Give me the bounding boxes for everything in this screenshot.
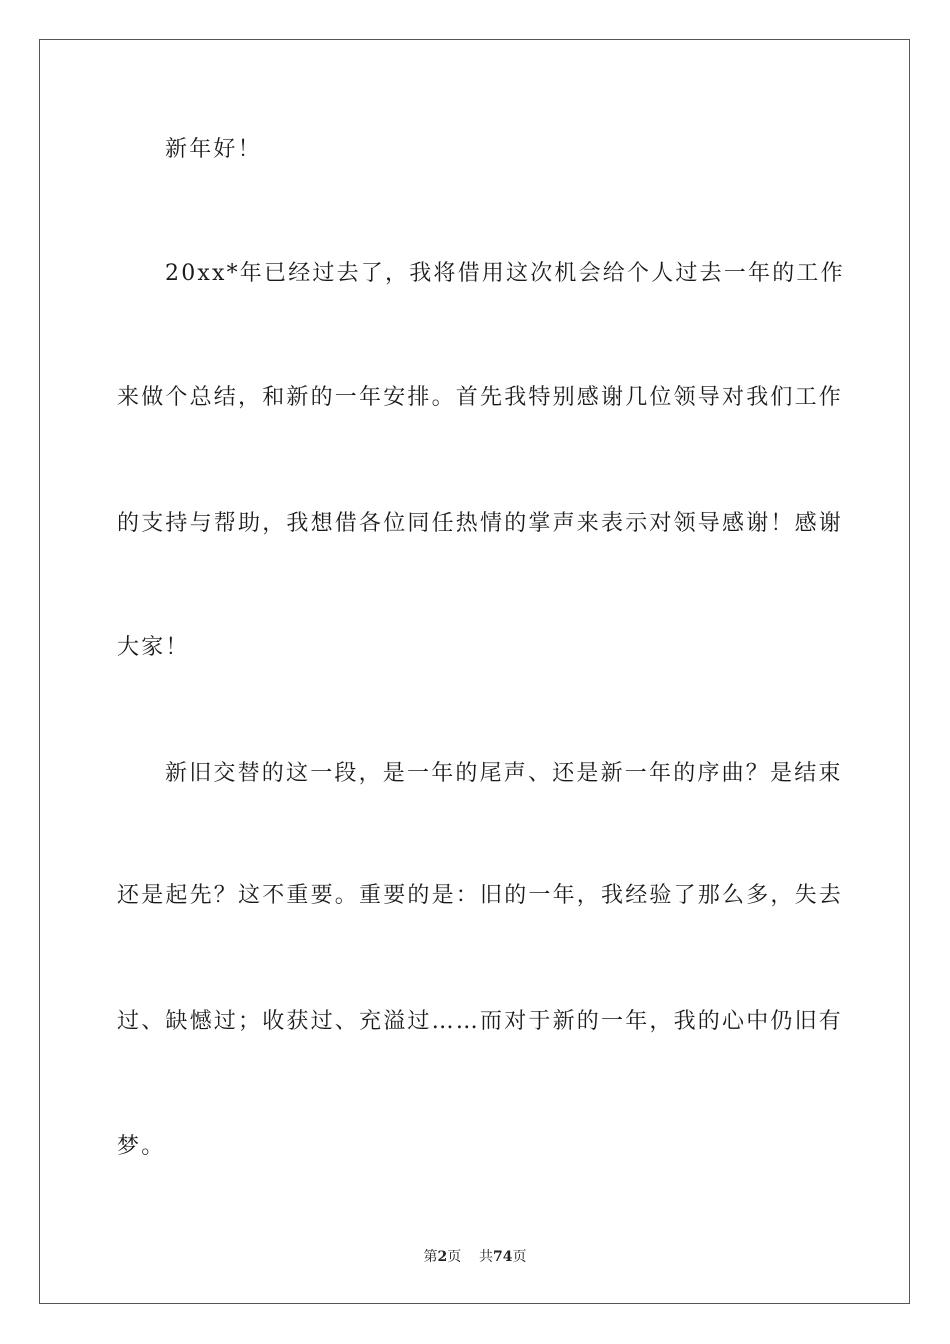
footer-total-suffix: 页 bbox=[512, 1249, 527, 1265]
paragraph-2-line-2: 还是起先？这不重要。重要的是：旧的一年，我经验了那么多，失去 bbox=[117, 883, 844, 908]
footer-total-prefix: 共 bbox=[479, 1249, 494, 1265]
paragraph-1-line-1: 20xx*年已经过去了，我将借用这次机会给个人过去一年的工作 bbox=[165, 261, 845, 286]
footer-total-pages: 74 bbox=[493, 1249, 513, 1265]
paragraph-2-line-1: 新旧交替的这一段，是一年的尾声、还是新一年的序曲？是结束 bbox=[165, 761, 843, 786]
paragraph-2-line-4: 梦。 bbox=[117, 1134, 166, 1159]
footer-page-prefix: 第 bbox=[423, 1249, 438, 1265]
page-frame bbox=[39, 39, 910, 1304]
footer-page-suffix: 页 bbox=[447, 1249, 462, 1265]
paragraph-1-line-3: 的支持与帮助，我想借各位同任热情的掌声来表示对领导感谢！感谢 bbox=[117, 511, 844, 536]
paragraph-1-line-2: 来做个总结，和新的一年安排。首先我特别感谢几位领导对我们工作 bbox=[117, 385, 844, 410]
paragraph-greeting: 新年好！ bbox=[165, 137, 262, 162]
footer-page-number: 2 bbox=[437, 1249, 448, 1265]
page-footer bbox=[0, 1249, 950, 1265]
paragraph-2-line-3: 过、缺憾过；收获过、充溢过……而对于新的一年，我的心中仍旧有 bbox=[117, 1009, 844, 1034]
paragraph-1-line-4: 大家！ bbox=[117, 635, 190, 660]
